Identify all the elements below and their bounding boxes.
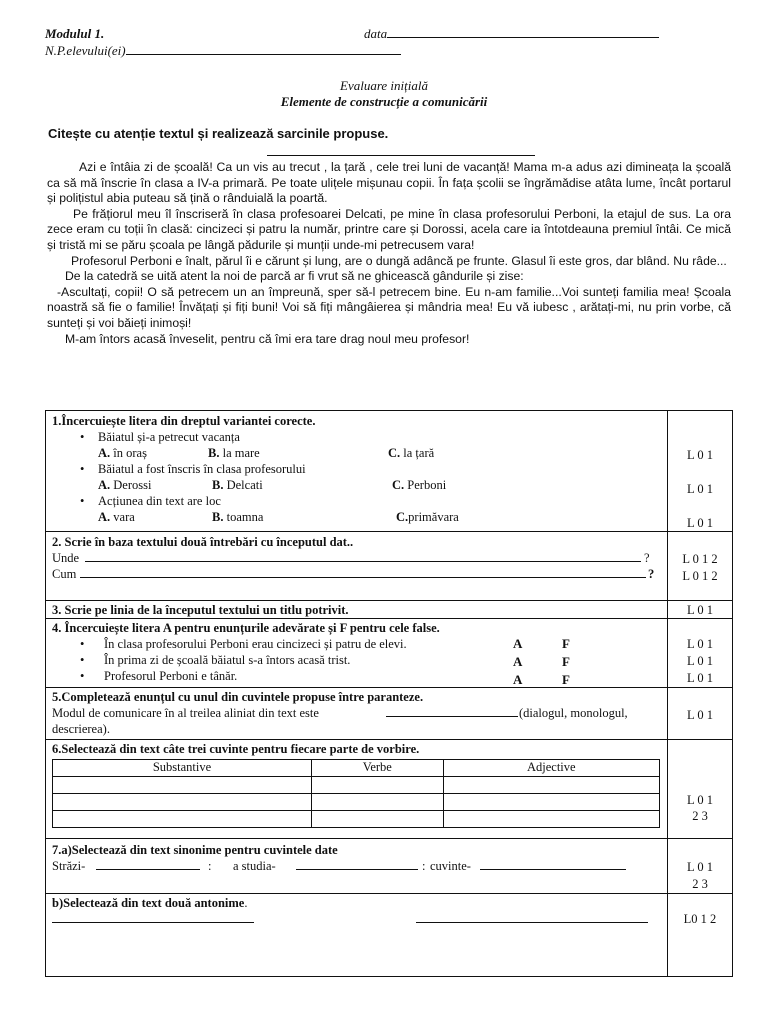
- story-paragraph: Profesorul Perboni e înalt, părul îi e cărunt și lung, are o dungă adâncă pe frunte. Glasul îi este gros, dar blând. Nu râde...: [71, 253, 727, 268]
- option-text: primăvara: [408, 510, 459, 524]
- title-blank-line[interactable]: [267, 155, 535, 156]
- module-text: Modulul 1.: [45, 26, 105, 41]
- student-line[interactable]: [126, 43, 401, 55]
- option-text: Perboni: [407, 478, 447, 492]
- story-paragraph: M-am întors acasă înveselit, pentru că îmi era tare drag noul meu profesor!: [65, 331, 470, 346]
- option-letter[interactable]: B.: [212, 478, 224, 492]
- true-option[interactable]: A: [513, 636, 523, 651]
- q4-item-3: • Profesorul Perboni e tânăr.: [52, 668, 662, 684]
- true-option[interactable]: A: [513, 654, 523, 669]
- question-6: [52, 741, 662, 757]
- question-2: [52, 534, 662, 582]
- q7a-fields: [52, 858, 662, 874]
- score-q3: L 0 1: [687, 603, 713, 617]
- story-paragraph: Pe frățiorul meu îl înscriseră în clasa profesoarei Delcati, pe mine în clasa profesorului Perboni, la etajul de sus. La ora zece eram cu toții în clasă: cincizeci și patru la număr, printre care și Dorossi, acela care ia întotdeauna premiul întâi. Ce mică și tristă mi se păru școala pe lângă pădurile și munții unde-mi petrecusem vara!: [47, 206, 731, 252]
- q2-line-2[interactable]: [52, 566, 662, 582]
- score-q1-2: L 0 1: [687, 482, 713, 496]
- row-divider: [46, 893, 732, 894]
- score-q4-2: L 0 1: [687, 654, 713, 668]
- score-q5: L 0 1: [687, 708, 713, 722]
- q1-item-3: • Acțiunea din text are loc: [52, 493, 662, 509]
- question-1-title: 1.Încercuiește litera din dreptul variantei corecte.: [52, 414, 316, 428]
- question-7a-title: 7.a)Selectează din text sinonime pentru cuvintele date: [52, 843, 338, 857]
- table-cell[interactable]: [311, 777, 443, 794]
- date-label: data: [364, 26, 388, 41]
- q1-item-2: • Băiatul a fost înscris în clasa profesorului: [52, 461, 662, 477]
- option-text: la țară: [403, 446, 435, 460]
- option-text: în oraș: [113, 446, 147, 460]
- false-option[interactable]: F: [562, 636, 570, 651]
- answer-line[interactable]: [416, 911, 648, 923]
- question-3: [52, 602, 662, 618]
- row-divider: [46, 739, 732, 740]
- question-1: [52, 413, 662, 525]
- separator: :: [208, 859, 212, 873]
- header-adjective: Adjective: [443, 760, 659, 777]
- option-text: toamna: [226, 510, 264, 524]
- answer-line[interactable]: [96, 858, 200, 870]
- q1-item-1: • Băiatul și-a petrecut vacanța: [52, 429, 662, 445]
- q2-prefix: Cum: [52, 567, 77, 581]
- table-cell[interactable]: [311, 811, 443, 828]
- option-letter[interactable]: C.: [388, 446, 401, 460]
- q1-options-2[interactable]: [52, 477, 662, 493]
- score-q7a-2: 2 3: [692, 877, 708, 891]
- question-4-title: 4. Încercuiește litera A pentru enunțurile adevărate și F pentru cele false.: [52, 621, 440, 635]
- table-cell[interactable]: [443, 794, 659, 811]
- score-q1-3: L 0 1: [687, 516, 713, 530]
- option-letter[interactable]: A.: [98, 478, 111, 492]
- q5-sentence: [52, 705, 662, 721]
- q5-options: (dialogul, monologul,: [519, 706, 628, 720]
- option-letter[interactable]: C.: [392, 478, 405, 492]
- table-cell[interactable]: [53, 777, 312, 794]
- titles: [0, 78, 768, 111]
- row-divider: [46, 618, 732, 619]
- header-substantive: Substantive: [53, 760, 312, 777]
- option-letter[interactable]: B.: [212, 510, 224, 524]
- instruction: Citește cu atenție textul și realizează sarcinile propuse.: [48, 126, 389, 141]
- answer-line[interactable]: [296, 858, 418, 870]
- synonym-word: cuvinte-: [430, 859, 471, 873]
- question-4: [52, 620, 662, 684]
- true-option[interactable]: A: [513, 672, 523, 687]
- q5-options-end: descrierea).: [52, 722, 110, 736]
- q2-line-1[interactable]: [52, 550, 662, 566]
- table-cell[interactable]: [311, 794, 443, 811]
- option-letter[interactable]: A.: [98, 510, 111, 524]
- answer-line[interactable]: [52, 911, 254, 923]
- table-cell[interactable]: [53, 794, 312, 811]
- table-cell[interactable]: [53, 811, 312, 828]
- student-label: N.P.elevului(ei): [45, 43, 126, 58]
- option-letter[interactable]: B.: [208, 446, 220, 460]
- question-3-title: 3. Scrie pe linia de la începutul textului un titlu potrivit.: [52, 603, 349, 617]
- synonym-word: a studia-: [233, 859, 276, 873]
- score-q6-1: L 0 1: [687, 793, 713, 807]
- score-q4-3: L 0 1: [687, 671, 713, 685]
- date-line[interactable]: [387, 26, 659, 38]
- title-period: .: [244, 896, 248, 910]
- student-name-field[interactable]: [45, 43, 401, 59]
- module-label: [45, 26, 104, 42]
- score-q7b: L0 1 2: [683, 912, 717, 926]
- date-field[interactable]: [364, 26, 659, 42]
- score-q6-2: 2 3: [692, 809, 708, 823]
- row-divider: [46, 600, 732, 601]
- story-paragraph: -Ascultați, copii! O să petrecem un an împreună, sper să-l petrecem bine. Eu n-am familie...Voi sunteți familia mea! Școala noastră să fie o familie! Învățați și fiți buni! Voi să fiți mângâierea și mândria mea! Eu vă iubesc , arătați-mi, nu prin vorbe, că sunteți și voi băieți inimoși!: [47, 284, 731, 330]
- score-q7a-1: L 0 1: [687, 860, 713, 874]
- score-q4-1: L 0 1: [687, 637, 713, 651]
- row-divider: [46, 531, 732, 532]
- q4-item-1: • În clasa profesorului Perboni erau cincizeci și patru de elevi.: [52, 636, 662, 652]
- question-5: [52, 689, 662, 737]
- story-paragraph: De la catedră se uită atent la noi de parcă ar fi vrut să ne ghicească gândurile și zise:: [65, 269, 524, 284]
- table-cell[interactable]: [443, 811, 659, 828]
- score-q1-1: L 0 1: [687, 448, 713, 462]
- question-5-title: 5.Completează enunțul cu unul din cuvintele propuse între paranteze.: [52, 690, 424, 704]
- q5-text: Modul de comunicare în al treilea aliniat din text este: [52, 706, 319, 720]
- answer-line[interactable]: [85, 550, 641, 562]
- score-q2-1: L 0 1 2: [682, 552, 718, 566]
- story-text: [47, 160, 731, 347]
- q7b-fields: [52, 911, 662, 927]
- option-text: Delcati: [226, 478, 263, 492]
- q2-qmark: ?: [648, 567, 655, 581]
- question-2-title: 2. Scrie în baza textului două întrebări cu începutul dat..: [52, 535, 354, 549]
- answer-line[interactable]: [480, 858, 626, 870]
- question-7b-title: b)Selectează din text două antonime: [52, 896, 245, 910]
- option-text: Derossi: [113, 478, 152, 492]
- table-cell[interactable]: [443, 777, 659, 794]
- story-paragraph: Azi e întâia zi de școală! Ca un vis au trecut , la țară , cele trei luni de vacanță! Mama m-a adus azi dimineața la școală ca să mă înscrie în clasa a IV-a primară. Pe toate ulițele mișunau copii. În fața școlii se îngrămădise atâta lume, încât portarul și polițistul abia puteau să țină o rânduială la poartă.: [47, 160, 731, 206]
- separator: :: [422, 859, 426, 873]
- option-letter[interactable]: C.: [396, 510, 409, 524]
- question-7b: [52, 895, 662, 927]
- option-letter[interactable]: A.: [98, 446, 111, 460]
- q1-options-1[interactable]: [52, 445, 662, 461]
- subtitle: Evaluare inițială: [340, 78, 428, 93]
- row-divider: [46, 838, 732, 839]
- false-option[interactable]: F: [562, 672, 570, 687]
- option-text: la mare: [222, 446, 260, 460]
- page-title: Elemente de construcție a comunicării: [280, 94, 488, 110]
- score-q2-2: L 0 1 2: [682, 569, 718, 583]
- false-option[interactable]: F: [562, 654, 570, 669]
- q2-prefix: Unde: [52, 551, 80, 565]
- answer-line[interactable]: [80, 566, 646, 578]
- question-7a: [52, 842, 662, 874]
- parts-of-speech-table: [52, 759, 660, 828]
- q1-options-3[interactable]: [52, 509, 662, 525]
- header-verbe: Verbe: [311, 760, 443, 777]
- answer-line[interactable]: [386, 705, 518, 717]
- question-6-title: 6.Selectează din text câte trei cuvinte pentru fiecare parte de vorbire.: [52, 742, 420, 756]
- row-divider: [46, 687, 732, 688]
- q4-item-2: • În prima zi de școală băiatul s-a întors acasă trist.: [52, 652, 662, 668]
- synonym-word: Străzi-: [52, 859, 86, 873]
- q2-qmark: ?: [644, 551, 650, 565]
- tasks-table: [45, 410, 733, 977]
- option-text: vara: [113, 510, 135, 524]
